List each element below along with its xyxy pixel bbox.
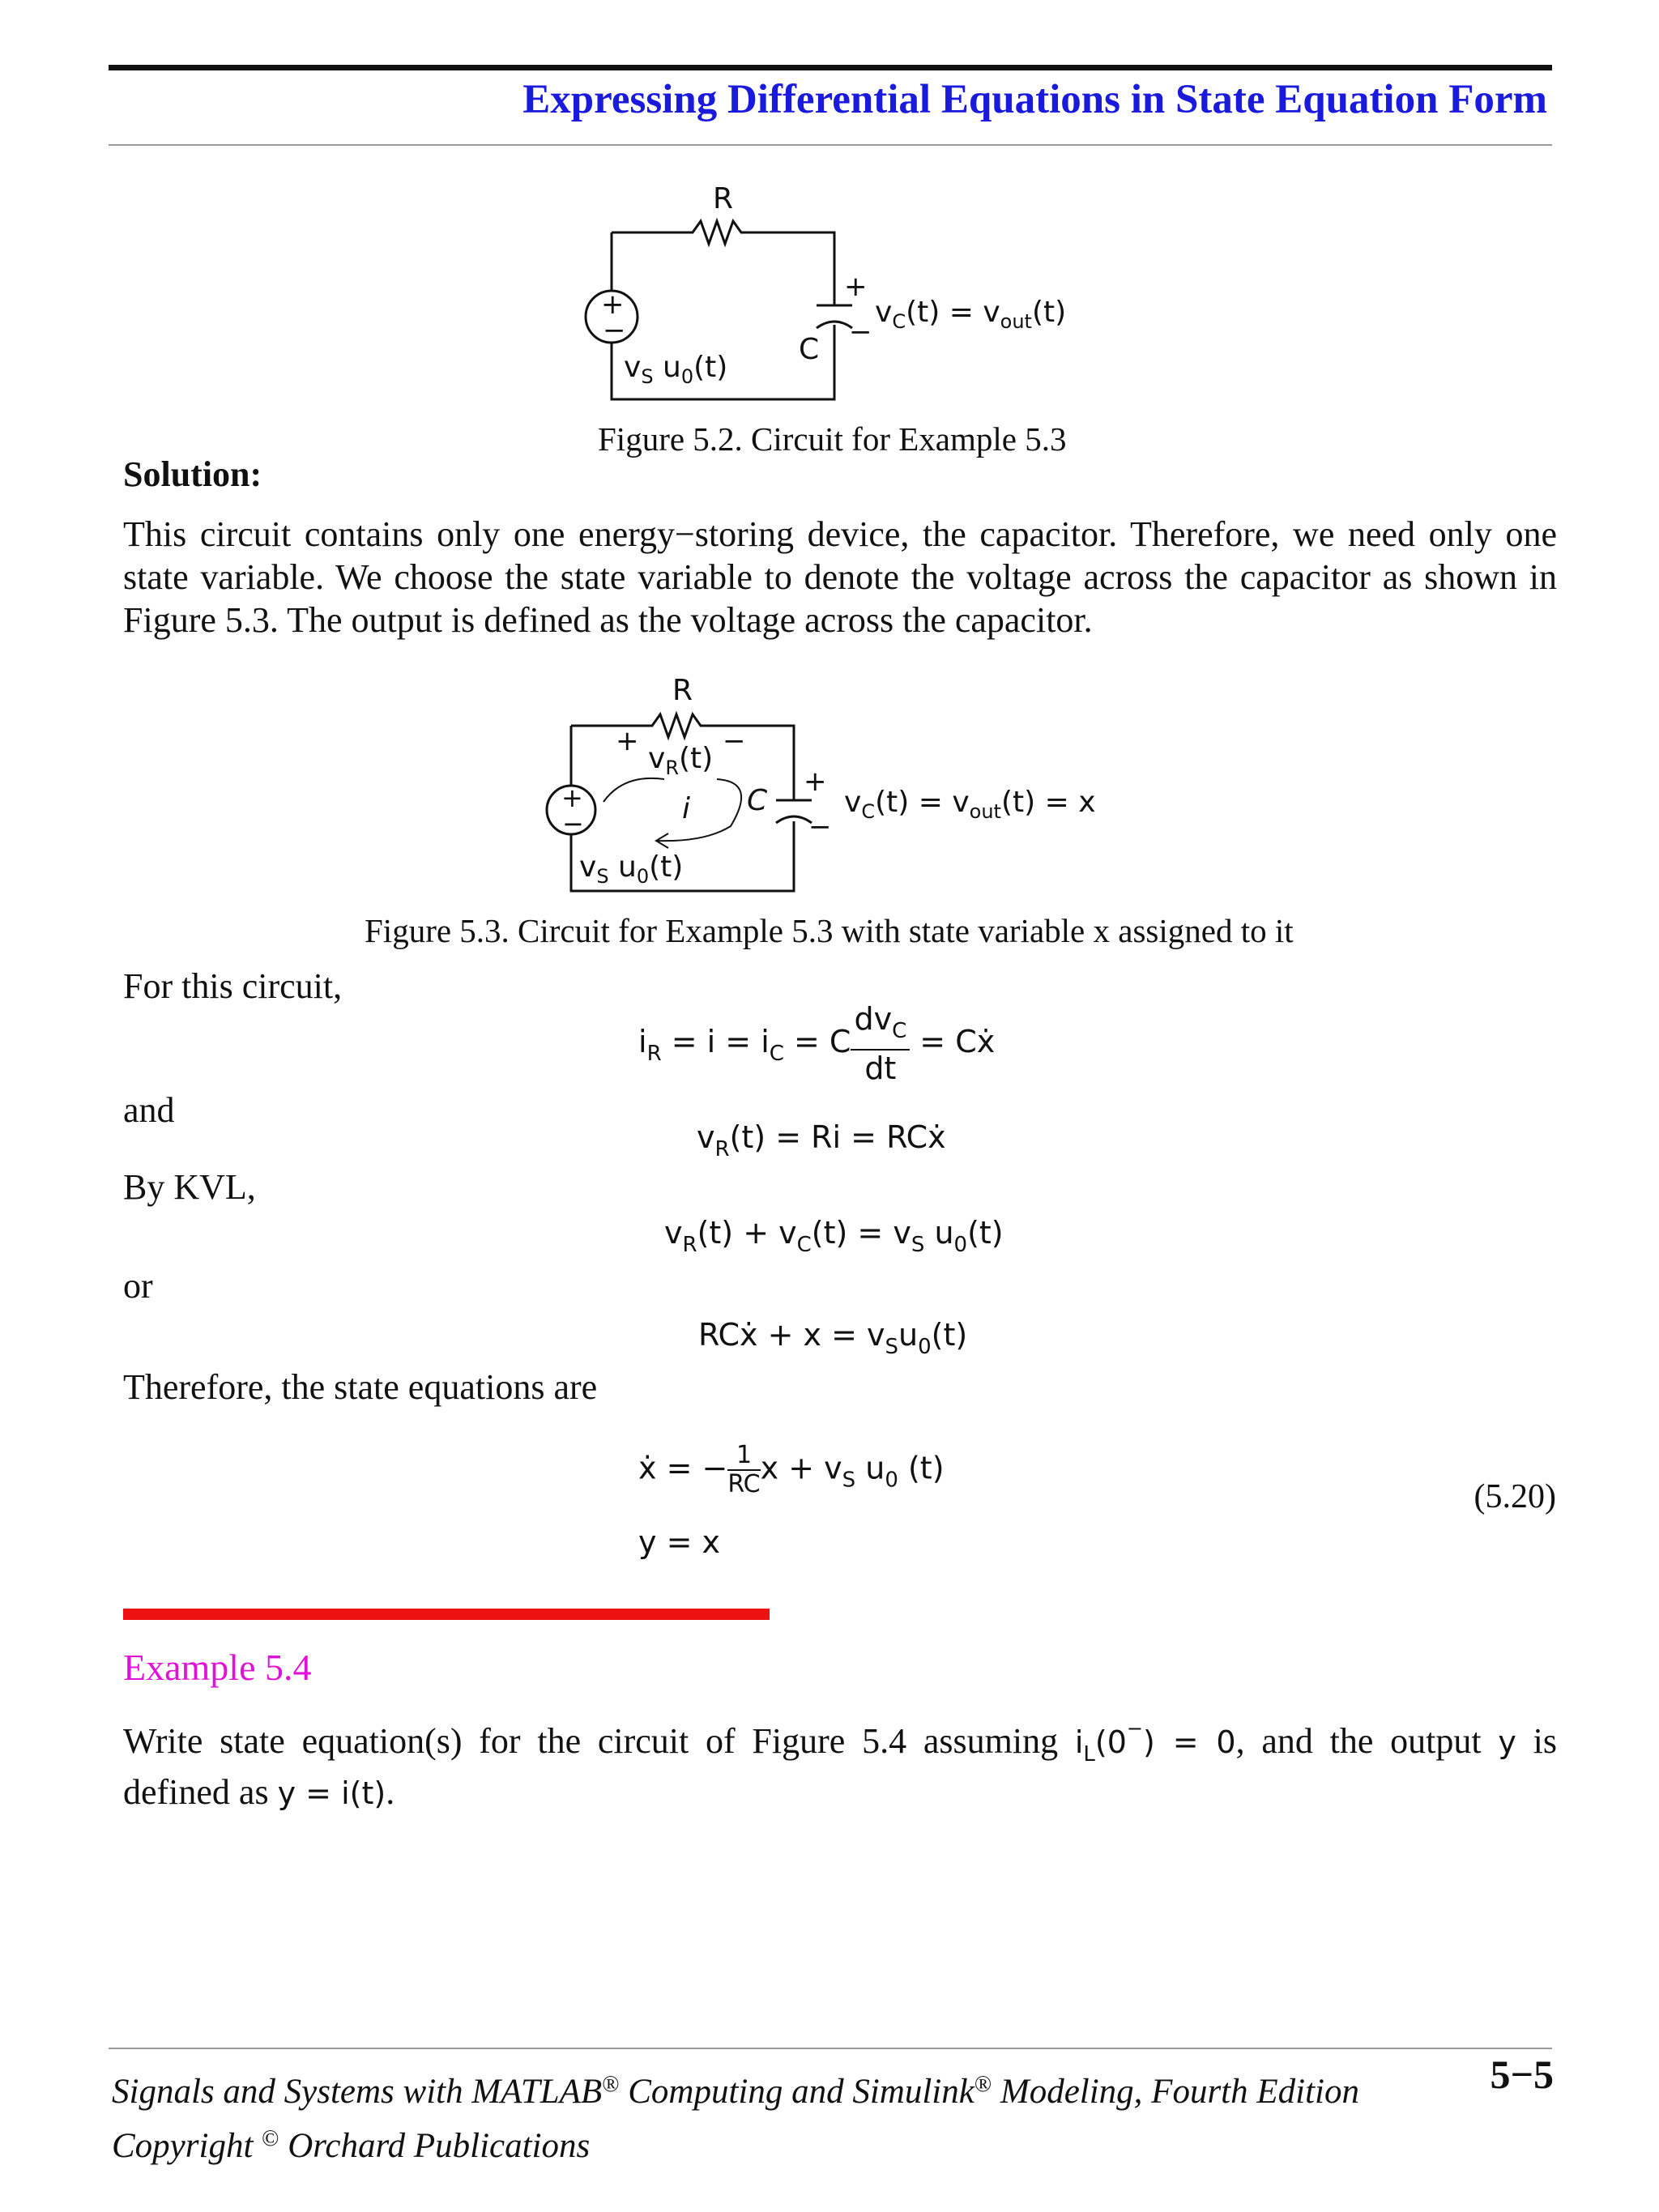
fig53-i-label: i xyxy=(682,792,691,825)
fig52-top-wire xyxy=(612,221,834,305)
equation-resistor-voltage: $v_R(t) = Ri$ = RCẋ xyxy=(697,1119,946,1161)
figure-5-3-caption: Figure 5.3. Circuit for Example 5.3 with state variable x assigned to it xyxy=(365,912,1294,949)
fig52-source-label: $v_S$ $u_0(t)$ xyxy=(624,351,728,388)
equation-state-xdot: ẋ = − $\frac{1}{RC}$ $x + v_S$ $u_0$ (t) xyxy=(638,1441,945,1498)
fig53-vc-label: $v_C(t) = v_{out}(t) = x$ xyxy=(844,786,1096,823)
fig53-vr-minus: − xyxy=(723,725,746,757)
fig53-cap-minus: − xyxy=(808,811,832,843)
label-by-kvl: By KVL, xyxy=(123,1167,256,1207)
label-for-this-circuit: For this circuit, xyxy=(123,966,343,1006)
label-and: and xyxy=(123,1090,175,1130)
equation-current: $i_R = i = i_C = C$ $\frac{dv_C}{dt}$ = Cẋ xyxy=(638,1001,996,1086)
fig53-current-arc-left xyxy=(603,778,664,802)
fig53-c-label: C xyxy=(747,784,768,817)
solution-paragraph: This circuit contains only one energy−storing device, the capacitor. Therefore, we need only one state variable. We choose the state variable to denote the voltage across the capacitor as shown in Figure 5.3. The output is defined as the voltage across the capacitor. xyxy=(123,514,1557,640)
fig53-cap-plus: + xyxy=(804,765,827,798)
footer-rule xyxy=(109,2048,1552,2049)
fig52-cap-plus: + xyxy=(844,271,868,303)
fig53-r-label: R xyxy=(672,674,693,707)
label-therefore: Therefore, the state equations are xyxy=(123,1367,598,1407)
example-text-line-1: Write state equation(s) for the circuit of Figure 5.4 assuming $i_L(0^-) = 0$, and the output y is xyxy=(123,1717,1558,1767)
fig52-source-minus: − xyxy=(603,314,626,347)
example-5-4-title: Example 5.4 xyxy=(123,1647,312,1688)
figure-5-3-circuit xyxy=(535,672,1183,899)
footer-copyright: Copyright © Orchard Publications xyxy=(112,2126,591,2165)
fig52-c-label: C xyxy=(799,333,820,366)
equation-number-5-20: (5.20) xyxy=(1473,1478,1556,1515)
equation-kvl: $v_R(t) + v_C(t) = v_S$ $u_0(t)$ xyxy=(664,1215,1004,1257)
fig53-vr-plus: + xyxy=(616,725,639,757)
header-rule-thick xyxy=(109,65,1552,70)
fig53-current-arc-right xyxy=(656,779,741,841)
equation-output-y: y = x xyxy=(638,1524,720,1560)
header-rule-thin xyxy=(109,144,1552,146)
fig53-source-minus: − xyxy=(562,808,584,839)
example-text-line-2: defined as y = i(t). xyxy=(123,1772,395,1812)
label-or: or xyxy=(123,1266,153,1306)
page-number: 5−5 xyxy=(1490,2052,1554,2097)
fig52-vc-label: $v_C(t) = v_{out}(t)$ xyxy=(875,296,1067,333)
fig52-cap-minus: − xyxy=(849,316,872,348)
fig53-source-plus: + xyxy=(561,782,583,813)
figure-5-2-caption: Figure 5.2. Circuit for Example 5.3 xyxy=(598,420,1067,458)
fig53-vr-label: $v_R(t)$ xyxy=(648,742,714,779)
equation-rc: RCẋ + $x = v_Su_0(t)$ xyxy=(698,1317,968,1359)
fig52-r-label: R xyxy=(713,182,734,215)
solution-heading: Solution: xyxy=(123,454,262,494)
footer-book-title: Signals and Systems with MATLAB® Computing and Simulink® Modeling, Fourth Edition xyxy=(112,2072,1359,2111)
fig52-source-plus: + xyxy=(601,288,625,321)
figure-5-2-circuit xyxy=(559,182,1126,417)
page-header-title: Expressing Differential Equations in State Equation Form xyxy=(522,77,1547,122)
example-divider-bar xyxy=(123,1609,770,1620)
fig53-source-label: $v_S$ $u_0(t)$ xyxy=(579,850,684,888)
